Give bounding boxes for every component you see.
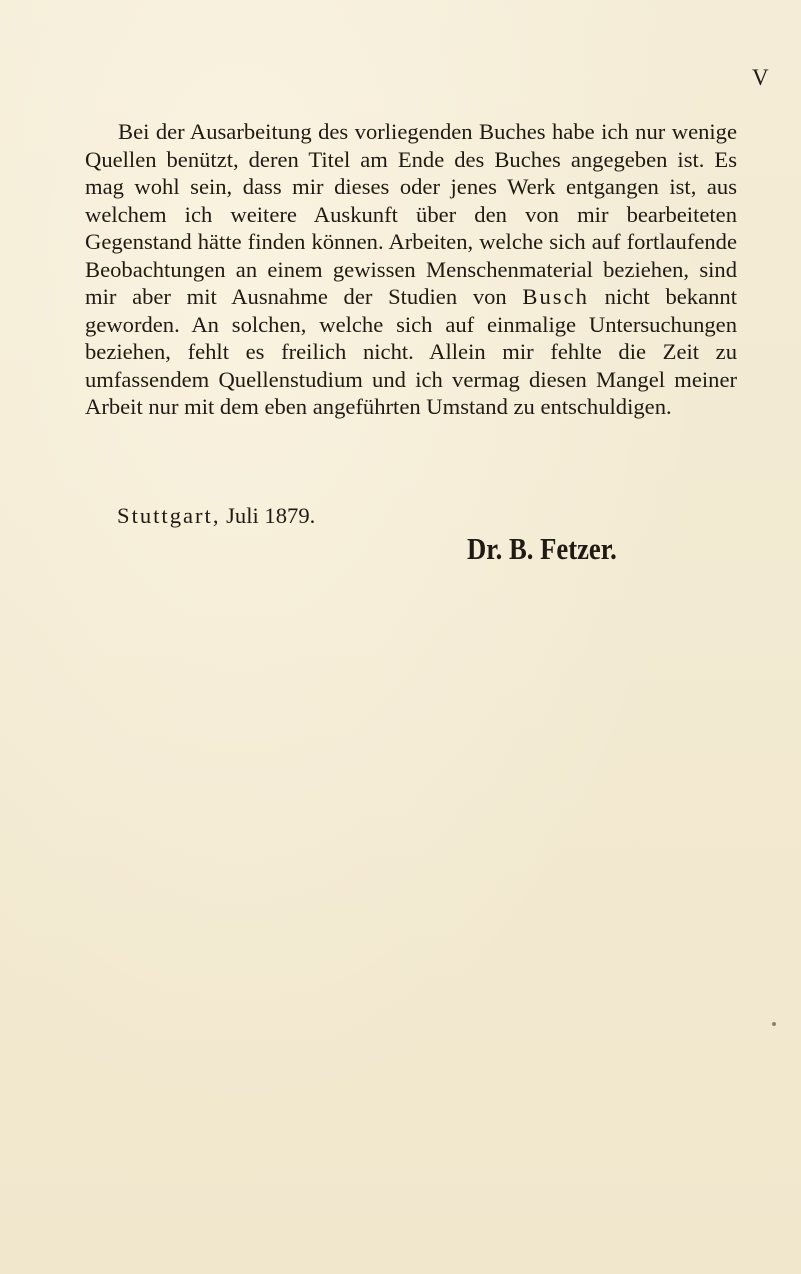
preface-text-part2: nicht bekannt geworden. An solchen, welche sich auf einmalige Untersuchungen beziehen, fehlt es freilich nicht. Allein mir fehlte die Zeit zu umfassendem Quellenstudium und ich vermag diesen Mangel meiner Arbeit nur mit dem eben angeführten Umstand zu entschuldigen.	[85, 284, 737, 419]
place: Stuttgart,	[117, 503, 221, 528]
date: Juli 1879.	[226, 503, 316, 528]
preface-paragraph	[85, 118, 737, 421]
place-date-line	[117, 502, 315, 529]
author-signature: Dr. B. Fetzer.	[467, 531, 617, 566]
preface-text-part1: Bei der Ausarbeitung des vorliegenden Buches habe ich nur wenige Quellen benützt, deren Titel am Ende des Buches angegeben ist. Es mag wohl sein, dass mir dieses oder jenes Werk entgangen ist, aus welchem ich weitere Auskunft über den von mir bearbeiteten Gegenstand hätte finden können. Arbeiten, welche sich auf fortlaufende Beobachtungen an einem gewissen Menschenmaterial beziehen, sind mir aber mit Ausnahme der Studien von	[85, 119, 737, 309]
ink-speck	[772, 1022, 776, 1026]
author-name-busch: Busch	[522, 284, 589, 309]
page-number: V	[752, 65, 769, 90]
